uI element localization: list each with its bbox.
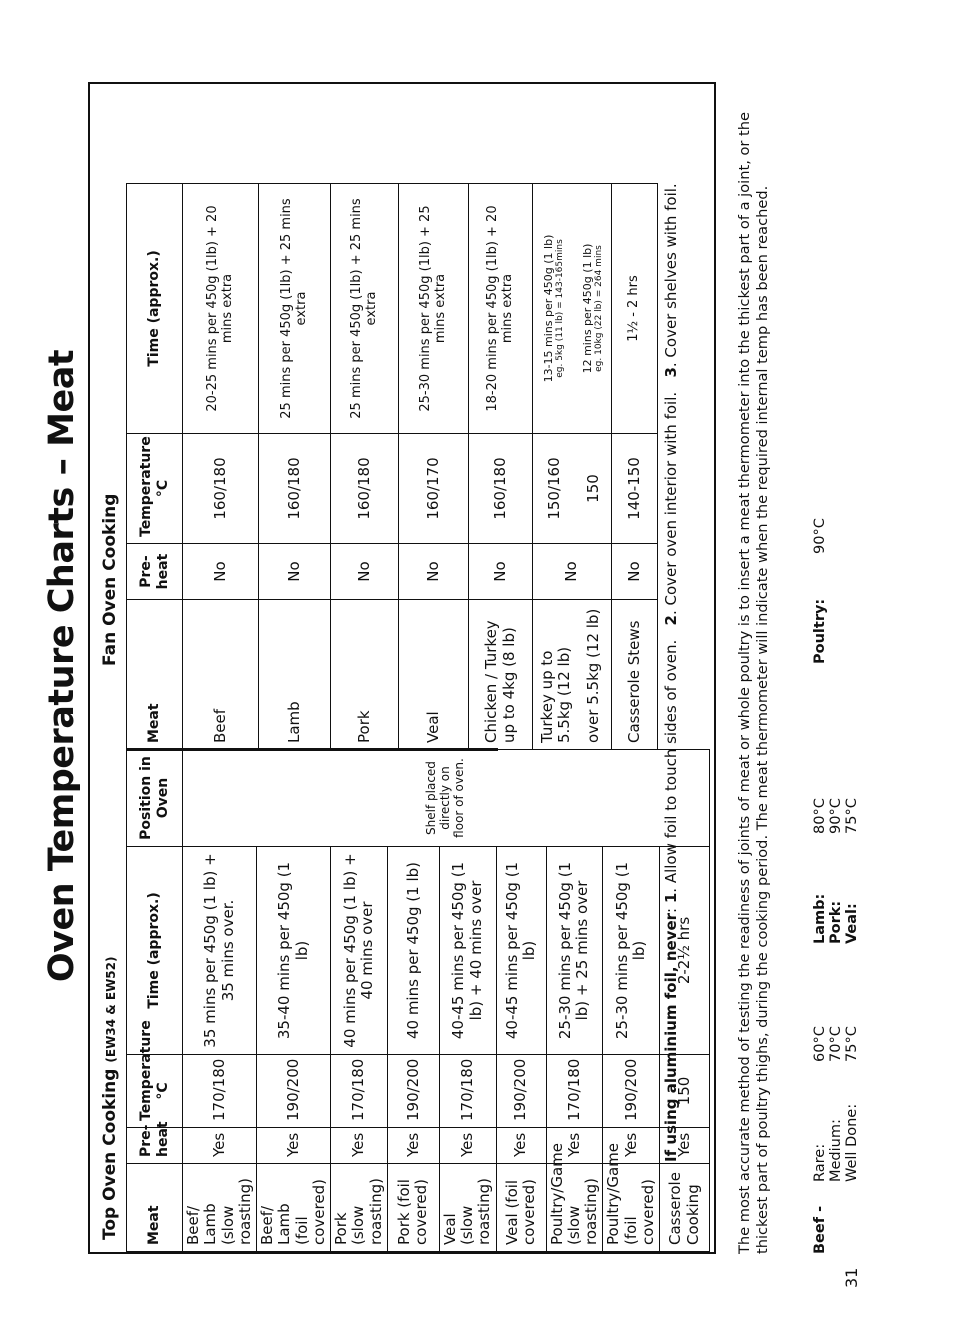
top-preheat-cell: Yes — [257, 1128, 331, 1164]
top-time-cell: 40 mins per 450g (1 lb) — [387, 847, 439, 1055]
beef-label: Beef - — [812, 1205, 828, 1254]
casserole-preheat: No — [612, 544, 658, 600]
top-meat-cell: Pork (foil covered) — [387, 1164, 439, 1252]
th-preheat: Pre-heat — [127, 1128, 183, 1164]
top-oven-heading: Top Oven Cooking(EW34 & EW52) — [100, 956, 120, 1240]
top-meat-cell: Poultry/Game (foil covered) — [603, 1164, 660, 1252]
fan-temp-cell: 160/180 — [469, 434, 533, 544]
top-time-cell: 35 mins per 450g (1 lb) + 35 mins over. — [183, 847, 257, 1055]
top-meat-cell: Beef/ Lamb (foil covered) — [257, 1164, 331, 1252]
turkey-meat-a: Turkey up to 5.5kg (12 lb) — [533, 600, 576, 750]
turkey-time-a: 13-15 mins per 450g (1 lb) eg. 5kg (11 lb) = 143-165mins — [533, 184, 576, 434]
fan-preheat-cell: No — [259, 544, 331, 600]
turkey-temp-b: 150 — [576, 434, 612, 544]
poultry-label: Poultry: — [812, 598, 828, 664]
th-position: Position in Oven — [127, 750, 183, 847]
top-time-cell: 40 mins per 450g (1 lb) + 40 mins over — [331, 847, 388, 1055]
fan-th-meat: Meat — [127, 600, 183, 750]
top-temp-cell: 170/180 — [183, 1055, 257, 1128]
th-time: Time (approx.) — [127, 847, 183, 1055]
fan-meat-cell: Beef — [183, 600, 259, 750]
fan-oven-row — [183, 184, 259, 750]
top-temp-cell: 170/180 — [331, 1055, 388, 1128]
top-preheat-cell: Yes — [546, 1128, 603, 1164]
doneness-label: Rare: — [812, 1143, 828, 1182]
beef-doneness-labels — [812, 1104, 860, 1182]
fan-temp-cell: 160/180 — [331, 434, 399, 544]
turkey-temp-a: 150/160 — [533, 434, 576, 544]
thermometer-paragraph: The most accurate method of testing the readiness of joints of meat or whole poultry is to insert a meat thermometer into the thickest part of a joint, or the thickest part of poultry thighs, during the cooking period. The meat thermometer will indicate when the required internal temp has been reached. — [736, 112, 771, 1254]
meat-temp-label: Pork: — [828, 900, 844, 944]
fan-meat-cell: Lamb — [259, 600, 331, 750]
other-meat-values — [812, 798, 860, 834]
fan-meat-cell: Veal — [399, 600, 469, 750]
chart-frame — [88, 82, 716, 1254]
turkey-preheat: No — [533, 544, 612, 600]
meat-temp-label: Lamb: — [812, 893, 828, 944]
fan-time-cell: 18-20 mins per 450g (1lb) + 20 mins extra — [469, 184, 533, 434]
page-title: Oven Temperature Charts – Meat — [42, 349, 82, 983]
top-preheat-cell: Yes — [183, 1128, 257, 1164]
fan-th-temp: Temperature °C — [127, 434, 183, 544]
fan-oven-row — [259, 184, 331, 750]
casserole-meat: Casserole Stews — [612, 600, 658, 750]
fan-oven-row — [469, 184, 533, 750]
section-divider — [126, 748, 498, 751]
fan-preheat-cell: No — [331, 544, 399, 600]
top-temp-cell: 170/180 — [546, 1055, 603, 1128]
top-meat-cell: Pork (slow roasting) — [331, 1164, 388, 1252]
doneness-value: 70°C — [828, 1026, 844, 1062]
top-meat-cell: Veal (slow roasting) — [439, 1164, 496, 1252]
other-meat-labels — [812, 894, 860, 944]
turkey-meat-b: over 5.5kg (12 lb) — [576, 600, 612, 750]
poultry-value: 90°C — [812, 518, 828, 554]
casserole-time: 1½ - 2 hrs — [612, 184, 658, 434]
fan-temp-cell: 160/180 — [183, 434, 259, 544]
top-meat-cell: Casserole Cooking — [660, 1164, 710, 1252]
fan-meat-cell: Pork — [331, 600, 399, 750]
top-preheat-cell: Yes — [603, 1128, 660, 1164]
top-time-cell: 2-2½ hrs — [660, 847, 710, 1055]
fan-time-cell: 25 mins per 450g (1lb) + 25 mins extra — [331, 184, 399, 434]
page-number: 31 — [842, 1267, 861, 1288]
top-meat-cell: Beef/ Lamb (slow roasting) — [183, 1164, 257, 1252]
casserole-temp: 140-150 — [612, 434, 658, 544]
meat-temp-value: 75°C — [844, 798, 860, 834]
top-meat-cell: Poultry/Game (slow roasting) — [546, 1164, 603, 1252]
top-preheat-cell: Yes — [496, 1128, 546, 1164]
top-temp-cell: 170/180 — [439, 1055, 496, 1128]
fan-oven-row — [331, 184, 399, 750]
fan-preheat-cell: No — [469, 544, 533, 600]
top-time-cell: 40-45 mins per 450g (1 lb) — [496, 847, 546, 1055]
top-temp-cell: 190/200 — [257, 1055, 331, 1128]
doneness-value: 75°C — [844, 1026, 860, 1062]
doneness-value: 60°C — [812, 1026, 828, 1062]
fan-time-cell: 20-25 mins per 450g (1lb) + 20 mins extra — [183, 184, 259, 434]
fan-temp-cell: 160/170 — [399, 434, 469, 544]
fan-row-turkey-b — [576, 184, 612, 750]
doneness-label: Well Done: — [844, 1103, 860, 1182]
top-preheat-cell: Yes — [387, 1128, 439, 1164]
foil-note: If using aluminium foil, never: 1. Allow foil to touch sides of oven. 2. Cover oven interior with foil. 3. Cover shelves with foil. — [662, 183, 680, 1162]
fan-temp-cell: 160/180 — [259, 434, 331, 544]
th-meat: Meat — [127, 1164, 183, 1252]
top-oven-row — [183, 750, 257, 1252]
top-oven-table — [126, 749, 710, 1252]
doneness-label: Medium: — [828, 1119, 844, 1182]
top-preheat-cell: Yes — [660, 1128, 710, 1164]
top-position-cell: Shelf placed directly on floor of oven. — [183, 750, 710, 847]
fan-row-casserole — [612, 184, 658, 750]
top-temp-cell: 150 — [660, 1055, 710, 1128]
meat-temp-value: 90°C — [828, 798, 844, 834]
top-temp-cell: 190/200 — [603, 1055, 660, 1128]
fan-row-turkey-a — [533, 184, 576, 750]
meat-temp-value: 80°C — [812, 798, 828, 834]
fan-oven-row — [399, 184, 469, 750]
fan-th-time: Time (approx.) — [127, 184, 183, 434]
fan-time-cell: 25 mins per 450g (1lb) + 25 mins extra — [259, 184, 331, 434]
fan-oven-table — [126, 183, 658, 750]
th-temp: Temperature °C — [127, 1055, 183, 1128]
fan-oven-heading: Fan Oven Cooking — [100, 493, 120, 666]
top-temp-cell: 190/200 — [387, 1055, 439, 1128]
top-meat-cell: Veal (foil covered) — [496, 1164, 546, 1252]
turkey-time-b: 12 mins per 450g (1 lb) eg. 10kg (22 lb) = 264 mins — [576, 184, 612, 434]
fan-preheat-cell: No — [183, 544, 259, 600]
fan-th-preheat: Pre-heat — [127, 544, 183, 600]
top-temp-cell: 190/200 — [496, 1055, 546, 1128]
top-time-cell: 35-40 mins per 450g (1 lb) — [257, 847, 331, 1055]
top-time-cell: 40-45 mins per 450g (1 lb) + 40 mins over — [439, 847, 496, 1055]
top-time-cell: 25-30 mins per 450g (1 lb) + 25 mins over — [546, 847, 603, 1055]
top-time-cell: 25-30 mins per 450g (1 lb) — [603, 847, 660, 1055]
fan-time-cell: 25-30 mins per 450g (1lb) + 25 mins extra — [399, 184, 469, 434]
beef-doneness-values — [812, 1026, 860, 1062]
fan-meat-cell: Chicken / Turkey up to 4kg (8 lb) — [469, 600, 533, 750]
fan-preheat-cell: No — [399, 544, 469, 600]
meat-temp-label: Veal: — [844, 903, 860, 944]
top-preheat-cell: Yes — [331, 1128, 388, 1164]
top-preheat-cell: Yes — [439, 1128, 496, 1164]
